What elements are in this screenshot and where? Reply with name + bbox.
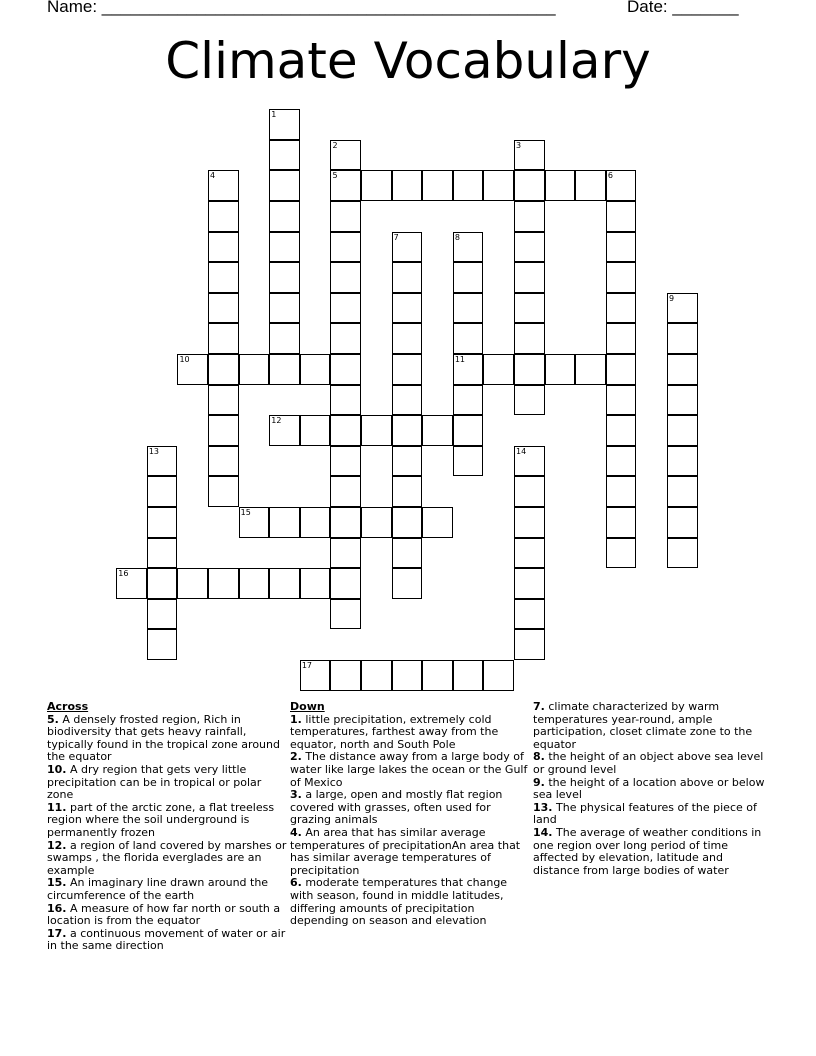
clue-number-label: 15 (240, 508, 251, 518)
grid-cell[interactable] (453, 385, 484, 416)
clue-number-label: 9 (669, 293, 675, 303)
clue-item (290, 827, 530, 877)
clue-number: 13. (533, 800, 553, 814)
grid-cell[interactable] (606, 446, 637, 477)
grid-cell[interactable] (361, 507, 392, 538)
clue-number: 11. (47, 800, 67, 814)
clue-item (290, 877, 530, 927)
grid-cell[interactable] (453, 262, 484, 293)
grid-cell[interactable] (269, 354, 300, 385)
clue-number: 6. (290, 876, 302, 890)
grid-cell[interactable] (239, 507, 270, 538)
clue-item (533, 827, 773, 877)
grid-cell[interactable] (300, 415, 331, 446)
grid-cell[interactable] (514, 446, 545, 477)
clue-item (533, 777, 773, 802)
clue-text: a region of land covered by marshes or swamps , the florida everglades are an example (47, 838, 287, 877)
grid-cell[interactable] (422, 507, 453, 538)
clue-number: 9. (533, 775, 545, 789)
grid-cell[interactable] (208, 262, 239, 293)
grid-cell[interactable] (147, 538, 178, 569)
grid-cell[interactable] (208, 354, 239, 385)
clue-item (47, 840, 287, 878)
grid-cell[interactable] (300, 660, 331, 691)
grid-cell[interactable] (269, 170, 300, 201)
grid-cell[interactable] (392, 323, 423, 354)
clue-number-label: 14 (516, 446, 527, 456)
clue-text: part of the arctic zone, a flat treeless region where the soil underground is permanently frozen (47, 800, 275, 839)
clue-text: climate characterized by warm temperatures year-round, ample participation, closet climate zone to the equator (533, 700, 753, 751)
grid-cell[interactable] (300, 507, 331, 538)
grid-cell[interactable] (269, 201, 300, 232)
clue-item (47, 764, 287, 802)
clue-text: A dry region that gets very little precipitation can be in tropical or polar zone (47, 762, 262, 802)
grid-cell[interactable] (514, 538, 545, 569)
grid-cell[interactable] (177, 568, 208, 599)
clue-number: 4. (290, 825, 302, 839)
clue-text: the height of a location above or below sea level (533, 775, 765, 802)
grid-cell[interactable] (392, 446, 423, 477)
grid-cell[interactable] (606, 201, 637, 232)
grid-cell[interactable] (667, 507, 698, 538)
clue-item (47, 877, 287, 902)
clue-number-label: 11 (454, 355, 466, 365)
grid-cell[interactable] (667, 354, 698, 385)
grid-cell[interactable] (208, 385, 239, 416)
clue-number-label: 7 (393, 232, 399, 242)
grid-cell[interactable] (606, 232, 637, 263)
grid-cell[interactable] (147, 629, 178, 660)
grid-cell[interactable] (208, 201, 239, 232)
grid-cell[interactable] (330, 232, 361, 263)
clue-number-label: 2 (332, 140, 338, 150)
grid-cell[interactable] (514, 476, 545, 507)
grid-cell[interactable] (606, 293, 637, 324)
clue-number: 2. (290, 750, 302, 764)
grid-cell[interactable] (392, 385, 423, 416)
clue-text: little precipitation, extremely cold temperatures, farthest away from the equator, north and South Pole (290, 712, 499, 751)
grid-cell[interactable] (392, 415, 423, 446)
clue-item (47, 714, 287, 764)
grid-cell[interactable] (330, 140, 361, 171)
grid-cell[interactable] (330, 170, 361, 201)
grid-cell[interactable] (239, 568, 270, 599)
clue-number: 1. (290, 712, 302, 726)
clue-number: 16. (47, 901, 67, 915)
grid-cell[interactable] (545, 170, 576, 201)
clue-number: 14. (533, 825, 553, 839)
grid-cell[interactable] (392, 660, 423, 691)
grid-cell[interactable] (269, 323, 300, 354)
grid-cell[interactable] (147, 568, 178, 599)
grid-cell[interactable] (361, 660, 392, 691)
grid-cell[interactable] (392, 568, 423, 599)
clue-number: 10. (47, 762, 67, 776)
clue-number: 3. (290, 788, 302, 802)
clue-text: A measure of how far north or south a location is from the equator (47, 901, 281, 928)
clue-item (533, 701, 773, 751)
grid-cell[interactable] (514, 140, 545, 171)
grid-cell[interactable] (606, 415, 637, 446)
grid-cell[interactable] (514, 201, 545, 232)
clue-text: the height of an object above sea level or ground level (533, 750, 764, 776)
clue-number-label: 5 (332, 171, 338, 181)
grid-cell[interactable] (208, 476, 239, 507)
grid-cell[interactable] (330, 201, 361, 232)
grid-cell[interactable] (269, 568, 300, 599)
grid-cell[interactable] (208, 170, 239, 201)
grid-cell[interactable] (392, 293, 423, 324)
down-clues-continued (533, 701, 773, 877)
grid-cell[interactable] (392, 538, 423, 569)
grid-cell[interactable] (514, 354, 545, 385)
grid-cell[interactable] (208, 568, 239, 599)
grid-cell[interactable] (330, 385, 361, 416)
grid-cell[interactable] (514, 232, 545, 263)
clue-item (290, 751, 530, 789)
grid-cell[interactable] (147, 599, 178, 630)
grid-cell[interactable] (300, 354, 331, 385)
clue-number-label: 12 (271, 416, 282, 426)
clue-number-label: 6 (607, 171, 613, 181)
grid-cell[interactable] (208, 323, 239, 354)
grid-cell[interactable] (514, 568, 545, 599)
grid-cell[interactable] (606, 354, 637, 385)
grid-cell[interactable] (177, 354, 208, 385)
name-field[interactable]: Name: ________________________________________________ (47, 0, 556, 16)
grid-cell[interactable] (330, 415, 361, 446)
across-heading: Across (47, 700, 89, 713)
page-title: Climate Vocabulary (165, 32, 651, 90)
grid-cell[interactable] (422, 660, 453, 691)
grid-cell[interactable] (269, 232, 300, 263)
clue-item (290, 789, 530, 827)
grid-cell[interactable] (208, 232, 239, 263)
clue-text: The average of weather conditions in one region over long period of time affected by elevation, latitude and distance from large bodies of water (533, 825, 762, 877)
grid-cell[interactable] (514, 599, 545, 630)
clue-number-label: 10 (179, 355, 190, 365)
grid-cell[interactable] (422, 170, 453, 201)
clue-number-label: 17 (301, 661, 313, 671)
grid-cell[interactable] (147, 507, 178, 538)
grid-cell[interactable] (330, 538, 361, 569)
grid-cell[interactable] (392, 476, 423, 507)
clue-item (533, 802, 773, 827)
grid-cell[interactable] (269, 140, 300, 171)
grid-cell[interactable] (269, 415, 300, 446)
clue-text: The distance away from a large body of water like large lakes the ocean or the Gulf of Mexico (290, 750, 528, 789)
clue-number-label: 13 (148, 446, 160, 456)
clue-number: 7. (533, 700, 545, 713)
grid-cell[interactable] (392, 507, 423, 538)
grid-cell[interactable] (483, 660, 514, 691)
grid-cell[interactable] (514, 507, 545, 538)
grid-cell[interactable] (392, 232, 423, 263)
grid-cell[interactable] (330, 323, 361, 354)
grid-cell[interactable] (606, 262, 637, 293)
grid-cell[interactable] (453, 446, 484, 477)
clue-item (47, 903, 287, 928)
grid-cell[interactable] (483, 354, 514, 385)
grid-cell[interactable] (453, 170, 484, 201)
clue-text: An imaginary line drawn around the circumference of the earth (47, 876, 269, 902)
clue-number: 12. (47, 838, 67, 852)
grid-cell[interactable] (514, 629, 545, 660)
grid-cell[interactable] (392, 170, 423, 201)
date-field[interactable]: Date: _______ (627, 0, 739, 16)
clue-number-label: 8 (454, 232, 460, 242)
grid-cell[interactable] (453, 293, 484, 324)
grid-cell[interactable] (453, 323, 484, 354)
clue-item (47, 802, 287, 840)
clue-text: The physical features of the piece of land (533, 800, 757, 827)
grid-cell[interactable] (667, 538, 698, 569)
grid-cell[interactable] (667, 323, 698, 354)
clue-text: moderate temperatures that change with season, found in middle latitudes, differing amounts of precipitation depending on season and elevation (290, 876, 508, 928)
grid-cell[interactable] (514, 323, 545, 354)
across-clues (47, 701, 287, 953)
clue-item (47, 928, 287, 953)
grid-cell[interactable] (667, 446, 698, 477)
grid-cell[interactable] (269, 109, 300, 140)
grid-cell[interactable] (667, 293, 698, 324)
clue-number-label: 1 (271, 110, 277, 120)
clue-number-label: 3 (516, 140, 522, 150)
clue-item (533, 751, 773, 776)
grid-cell[interactable] (239, 354, 270, 385)
grid-cell[interactable] (575, 170, 606, 201)
grid-cell[interactable] (606, 323, 637, 354)
grid-cell[interactable] (269, 262, 300, 293)
grid-cell[interactable] (330, 262, 361, 293)
grid-cell[interactable] (606, 476, 637, 507)
grid-cell[interactable] (514, 385, 545, 416)
grid-cell[interactable] (392, 354, 423, 385)
grid-cell[interactable] (606, 170, 637, 201)
grid-cell[interactable] (147, 476, 178, 507)
grid-cell[interactable] (330, 599, 361, 630)
clue-text: a continuous movement of water or air in the same direction (47, 926, 286, 953)
clue-text: A densely frosted region, Rich in biodiversity that gets heavy rainfall, typically found in the tropical zone around the equator (47, 712, 280, 764)
grid-cell[interactable] (514, 262, 545, 293)
clue-number: 5. (47, 712, 59, 726)
grid-cell[interactable] (606, 538, 637, 569)
grid-cell[interactable] (361, 170, 392, 201)
grid-cell[interactable] (330, 293, 361, 324)
grid-cell[interactable] (514, 170, 545, 201)
grid-cell[interactable] (330, 568, 361, 599)
grid-cell[interactable] (545, 354, 576, 385)
grid-cell[interactable] (422, 415, 453, 446)
clue-number-label: 16 (118, 569, 129, 579)
grid-cell[interactable] (667, 385, 698, 416)
clue-number: 17. (47, 926, 67, 940)
down-heading: Down (290, 700, 325, 713)
grid-cell[interactable] (453, 660, 484, 691)
grid-cell[interactable] (667, 415, 698, 446)
grid-cell[interactable] (116, 568, 147, 599)
grid-cell[interactable] (453, 232, 484, 263)
grid-cell[interactable] (208, 293, 239, 324)
clue-number: 8. (533, 750, 545, 764)
grid-cell[interactable] (147, 446, 178, 477)
clue-text: a large, open and mostly flat region covered with grasses, often used for grazing animals (290, 788, 503, 827)
grid-cell[interactable] (606, 507, 637, 538)
clue-number: 15. (47, 876, 67, 890)
grid-cell[interactable] (330, 660, 361, 691)
grid-cell[interactable] (514, 293, 545, 324)
grid-cell[interactable] (330, 354, 361, 385)
grid-cell[interactable] (269, 293, 300, 324)
grid-cell[interactable] (330, 446, 361, 477)
grid-cell[interactable] (330, 476, 361, 507)
down-clues (290, 701, 530, 928)
grid-cell[interactable] (208, 446, 239, 477)
grid-cell[interactable] (606, 385, 637, 416)
grid-cell[interactable] (575, 354, 606, 385)
grid-cell[interactable] (392, 262, 423, 293)
grid-cell[interactable] (208, 415, 239, 446)
grid-cell[interactable] (453, 354, 484, 385)
grid-cell[interactable] (361, 415, 392, 446)
grid-cell[interactable] (453, 415, 484, 446)
clue-number-label: 4 (210, 171, 216, 181)
clue-item (290, 714, 530, 752)
grid-cell[interactable] (330, 507, 361, 538)
grid-cell[interactable] (483, 170, 514, 201)
clue-text: An area that has similar average temperatures of precipitationAn area that has similar average temperatures of precipitation (290, 825, 521, 877)
grid-cell[interactable] (300, 568, 331, 599)
grid-cell[interactable] (269, 507, 300, 538)
grid-cell[interactable] (667, 476, 698, 507)
